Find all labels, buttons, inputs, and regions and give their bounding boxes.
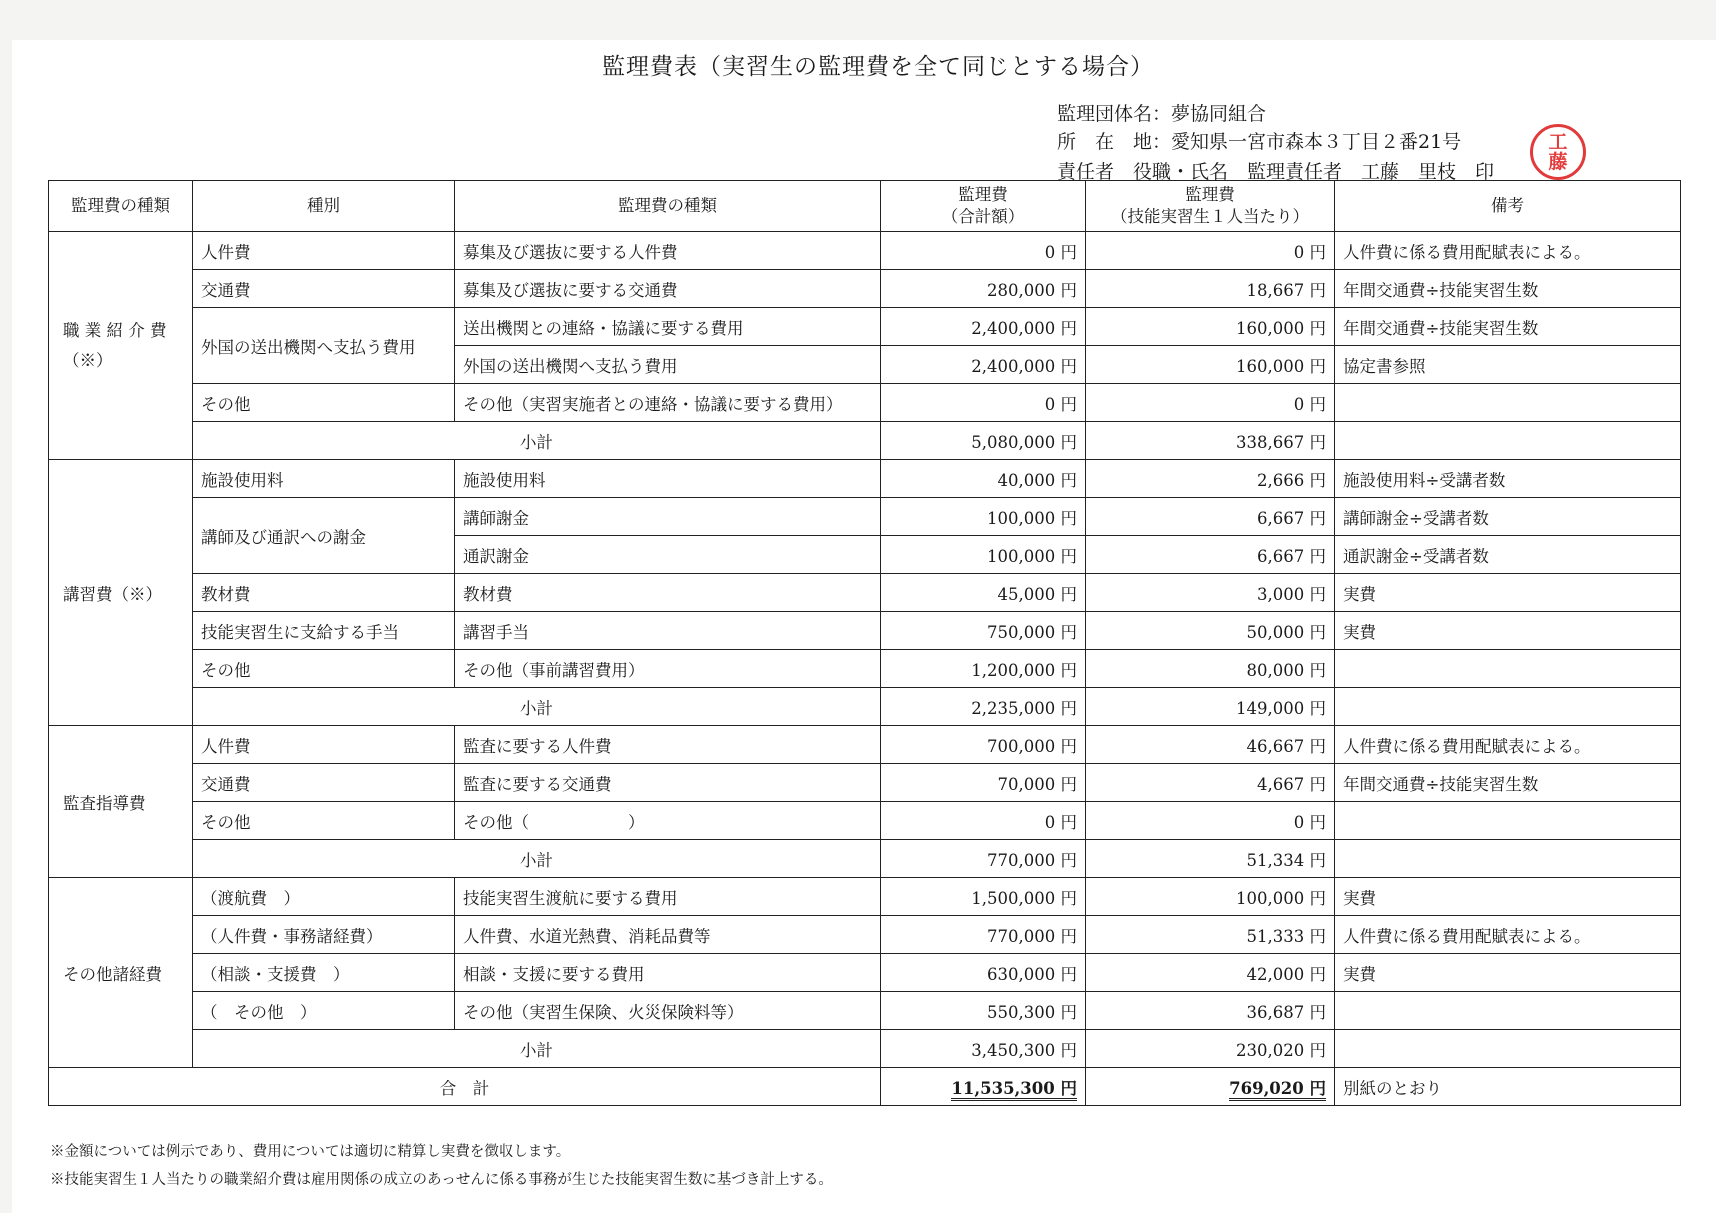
per-person-cell: 0 円 xyxy=(1086,802,1335,840)
subtotal-row xyxy=(49,1030,1681,1068)
total-cell: 630,000 円 xyxy=(881,954,1086,992)
fee-cell: 施設使用料 xyxy=(455,460,881,498)
fee-cell: 送出機関との連絡・協議に要する費用 xyxy=(455,308,881,346)
remark-cell xyxy=(1335,840,1681,878)
subtotal-total: 770,000 円 xyxy=(881,840,1086,878)
per-person-cell: 46,667 円 xyxy=(1086,726,1335,764)
subtotal-total: 3,450,300 円 xyxy=(881,1030,1086,1068)
kind-cell: （渡航費 ） xyxy=(193,878,455,916)
subtotal-total: 5,080,000 円 xyxy=(881,422,1086,460)
per-person-cell: 2,666 円 xyxy=(1086,460,1335,498)
remark-cell: 人件費に係る費用配賦表による。 xyxy=(1335,232,1681,270)
kind-cell: （ その他 ） xyxy=(193,992,455,1030)
category-cell: その他諸経費 xyxy=(49,878,193,1068)
per-person-cell: 3,000 円 xyxy=(1086,574,1335,612)
per-person-cell: 80,000 円 xyxy=(1086,650,1335,688)
per-person-cell: 6,667 円 xyxy=(1086,498,1335,536)
per-person-cell: 36,687 円 xyxy=(1086,992,1335,1030)
document-title: 監理費表（実習生の監理費を全て同じとする場合） xyxy=(602,54,1154,80)
subtotal-per-person: 149,000 円 xyxy=(1086,688,1335,726)
per-person-cell: 160,000 円 xyxy=(1086,308,1335,346)
table-row xyxy=(49,308,1681,346)
category-cell: 監査指導費 xyxy=(49,726,193,878)
fee-cell: 通訳謝金 xyxy=(455,536,881,574)
subtotal-label: 小計 xyxy=(193,688,881,726)
header-fee-type: 監理費の種類 xyxy=(455,181,881,232)
grand-total-amount: 11,535,300 円 xyxy=(881,1068,1086,1106)
category-cell: 講習費（※） xyxy=(49,460,193,726)
grand-total-per-person: 769,020 円 xyxy=(1086,1068,1335,1106)
fee-cell: 教材費 xyxy=(455,574,881,612)
per-person-cell: 51,333 円 xyxy=(1086,916,1335,954)
remark-cell: 通訳謝金÷受講者数 xyxy=(1335,536,1681,574)
kind-cell: 交通費 xyxy=(193,764,455,802)
per-person-cell: 160,000 円 xyxy=(1086,346,1335,384)
grand-total-remark: 別紙のとおり xyxy=(1335,1068,1681,1106)
subtotal-row xyxy=(49,688,1681,726)
remark-cell: 年間交通費÷技能実習生数 xyxy=(1335,270,1681,308)
grand-total-row xyxy=(49,1068,1681,1106)
total-cell: 100,000 円 xyxy=(881,498,1086,536)
kind-cell: 外国の送出機関へ支払う費用 xyxy=(193,308,455,384)
subtotal-row xyxy=(49,422,1681,460)
footnote: ※技能実習生１人当たりの職業紹介費は雇用関係の成立のあっせんに係る事務が生じた技能実習生数に基づき計上する。 xyxy=(50,1172,833,1188)
fee-cell: 外国の送出機関へ支払う費用 xyxy=(455,346,881,384)
total-cell: 2,400,000 円 xyxy=(881,346,1086,384)
table-row xyxy=(49,764,1681,802)
table-row xyxy=(49,650,1681,688)
remark-cell: 年間交通費÷技能実習生数 xyxy=(1335,308,1681,346)
total-cell: 700,000 円 xyxy=(881,726,1086,764)
kind-cell: 施設使用料 xyxy=(193,460,455,498)
header-total: 監理費 （合計額） xyxy=(881,181,1086,232)
grand-total-label: 合 計 xyxy=(49,1068,881,1106)
table-row xyxy=(49,802,1681,840)
remark-cell: 実費 xyxy=(1335,612,1681,650)
per-person-cell: 100,000 円 xyxy=(1086,878,1335,916)
org-name-line: 監理団体名：夢協同組合 xyxy=(1057,103,1267,125)
kind-cell: （人件費・事務諸経費） xyxy=(193,916,455,954)
subtotal-label: 小計 xyxy=(193,1030,881,1068)
fee-cell: 講師謝金 xyxy=(455,498,881,536)
table-row xyxy=(49,916,1681,954)
per-person-cell: 0 円 xyxy=(1086,232,1335,270)
subtotal-per-person: 230,020 円 xyxy=(1086,1030,1335,1068)
footnote: ※金額については例示であり、費用については適切に精算し実費を徴収します。 xyxy=(50,1144,571,1160)
kind-cell: 交通費 xyxy=(193,270,455,308)
total-cell: 770,000 円 xyxy=(881,916,1086,954)
remark-cell: 実費 xyxy=(1335,878,1681,916)
table-row xyxy=(49,384,1681,422)
total-cell: 2,400,000 円 xyxy=(881,308,1086,346)
fee-cell: 募集及び選抜に要する交通費 xyxy=(455,270,881,308)
header-kind: 種別 xyxy=(193,181,455,232)
remark-cell xyxy=(1335,992,1681,1030)
kind-cell: その他 xyxy=(193,802,455,840)
kind-cell: 講師及び通訳への謝金 xyxy=(193,498,455,574)
table-row xyxy=(49,574,1681,612)
kind-cell: 教材費 xyxy=(193,574,455,612)
remark-cell: 実費 xyxy=(1335,954,1681,992)
subtotal-label: 小計 xyxy=(193,422,881,460)
kind-cell: 人件費 xyxy=(193,726,455,764)
subtotal-total: 2,235,000 円 xyxy=(881,688,1086,726)
subtotal-label: 小計 xyxy=(193,840,881,878)
kind-cell: その他 xyxy=(193,650,455,688)
header-category: 監理費の種類 xyxy=(49,181,193,232)
subtotal-row xyxy=(49,840,1681,878)
header-remarks: 備考 xyxy=(1335,181,1681,232)
total-cell: 280,000 円 xyxy=(881,270,1086,308)
fee-cell: その他（実習実施者との連絡・協議に要する費用） xyxy=(455,384,881,422)
category-cell: 職 業 紹 介 費 （※） xyxy=(49,232,193,460)
fee-cell: その他（事前講習費用） xyxy=(455,650,881,688)
total-cell: 0 円 xyxy=(881,232,1086,270)
total-cell: 40,000 円 xyxy=(881,460,1086,498)
kind-cell: 技能実習生に支給する手当 xyxy=(193,612,455,650)
header-row xyxy=(49,181,1681,232)
remark-cell: 年間交通費÷技能実習生数 xyxy=(1335,764,1681,802)
subtotal-per-person: 338,667 円 xyxy=(1086,422,1335,460)
table-row xyxy=(49,498,1681,536)
remark-cell: 人件費に係る費用配賦表による。 xyxy=(1335,726,1681,764)
table-row xyxy=(49,270,1681,308)
total-cell: 100,000 円 xyxy=(881,536,1086,574)
table-row xyxy=(49,612,1681,650)
fee-cell: 監査に要する交通費 xyxy=(455,764,881,802)
remark-cell: 人件費に係る費用配賦表による。 xyxy=(1335,916,1681,954)
remark-cell xyxy=(1335,802,1681,840)
kind-cell: その他 xyxy=(193,384,455,422)
total-cell: 0 円 xyxy=(881,384,1086,422)
kind-cell: （相談・支援費 ） xyxy=(193,954,455,992)
table-row xyxy=(49,726,1681,764)
total-cell: 0 円 xyxy=(881,802,1086,840)
table-row xyxy=(49,878,1681,916)
total-cell: 70,000 円 xyxy=(881,764,1086,802)
fee-cell: 募集及び選抜に要する人件費 xyxy=(455,232,881,270)
remark-cell xyxy=(1335,1030,1681,1068)
table-row xyxy=(49,460,1681,498)
per-person-cell: 0 円 xyxy=(1086,384,1335,422)
per-person-cell: 6,667 円 xyxy=(1086,536,1335,574)
remark-cell: 講師謝金÷受講者数 xyxy=(1335,498,1681,536)
remark-cell xyxy=(1335,384,1681,422)
org-address-line: 所 在 地：愛知県一宮市森本３丁目２番21号 xyxy=(1057,131,1462,153)
per-person-cell: 4,667 円 xyxy=(1086,764,1335,802)
total-cell: 750,000 円 xyxy=(881,612,1086,650)
fee-cell: 技能実習生渡航に要する費用 xyxy=(455,878,881,916)
total-cell: 550,300 円 xyxy=(881,992,1086,1030)
subtotal-per-person: 51,334 円 xyxy=(1086,840,1335,878)
fee-cell: 講習手当 xyxy=(455,612,881,650)
table-row xyxy=(49,954,1681,992)
total-cell: 1,200,000 円 xyxy=(881,650,1086,688)
seal-stamp: 工 藤 xyxy=(1530,124,1586,180)
fee-cell: 人件費、水道光熱費、消耗品費等 xyxy=(455,916,881,954)
table-row xyxy=(49,992,1681,1030)
fee-cell: 監査に要する人件費 xyxy=(455,726,881,764)
per-person-cell: 18,667 円 xyxy=(1086,270,1335,308)
remark-cell xyxy=(1335,422,1681,460)
remark-cell: 施設使用料÷受講者数 xyxy=(1335,460,1681,498)
fee-cell: その他（実習生保険、火災保険料等） xyxy=(455,992,881,1030)
table-row xyxy=(49,232,1681,270)
remark-cell xyxy=(1335,688,1681,726)
fee-table xyxy=(48,180,1681,1106)
total-cell: 1,500,000 円 xyxy=(881,878,1086,916)
per-person-cell: 42,000 円 xyxy=(1086,954,1335,992)
header-per-person: 監理費 （技能実習生１人当たり） xyxy=(1086,181,1335,232)
kind-cell: 人件費 xyxy=(193,232,455,270)
remark-cell: 協定書参照 xyxy=(1335,346,1681,384)
org-responsible-line: 責任者 役職・氏名 監理責任者 工藤 里枝 印 xyxy=(1057,161,1495,183)
total-cell: 45,000 円 xyxy=(881,574,1086,612)
fee-cell: その他（ ） xyxy=(455,802,881,840)
fee-cell: 相談・支援に要する費用 xyxy=(455,954,881,992)
remark-cell xyxy=(1335,650,1681,688)
per-person-cell: 50,000 円 xyxy=(1086,612,1335,650)
remark-cell: 実費 xyxy=(1335,574,1681,612)
